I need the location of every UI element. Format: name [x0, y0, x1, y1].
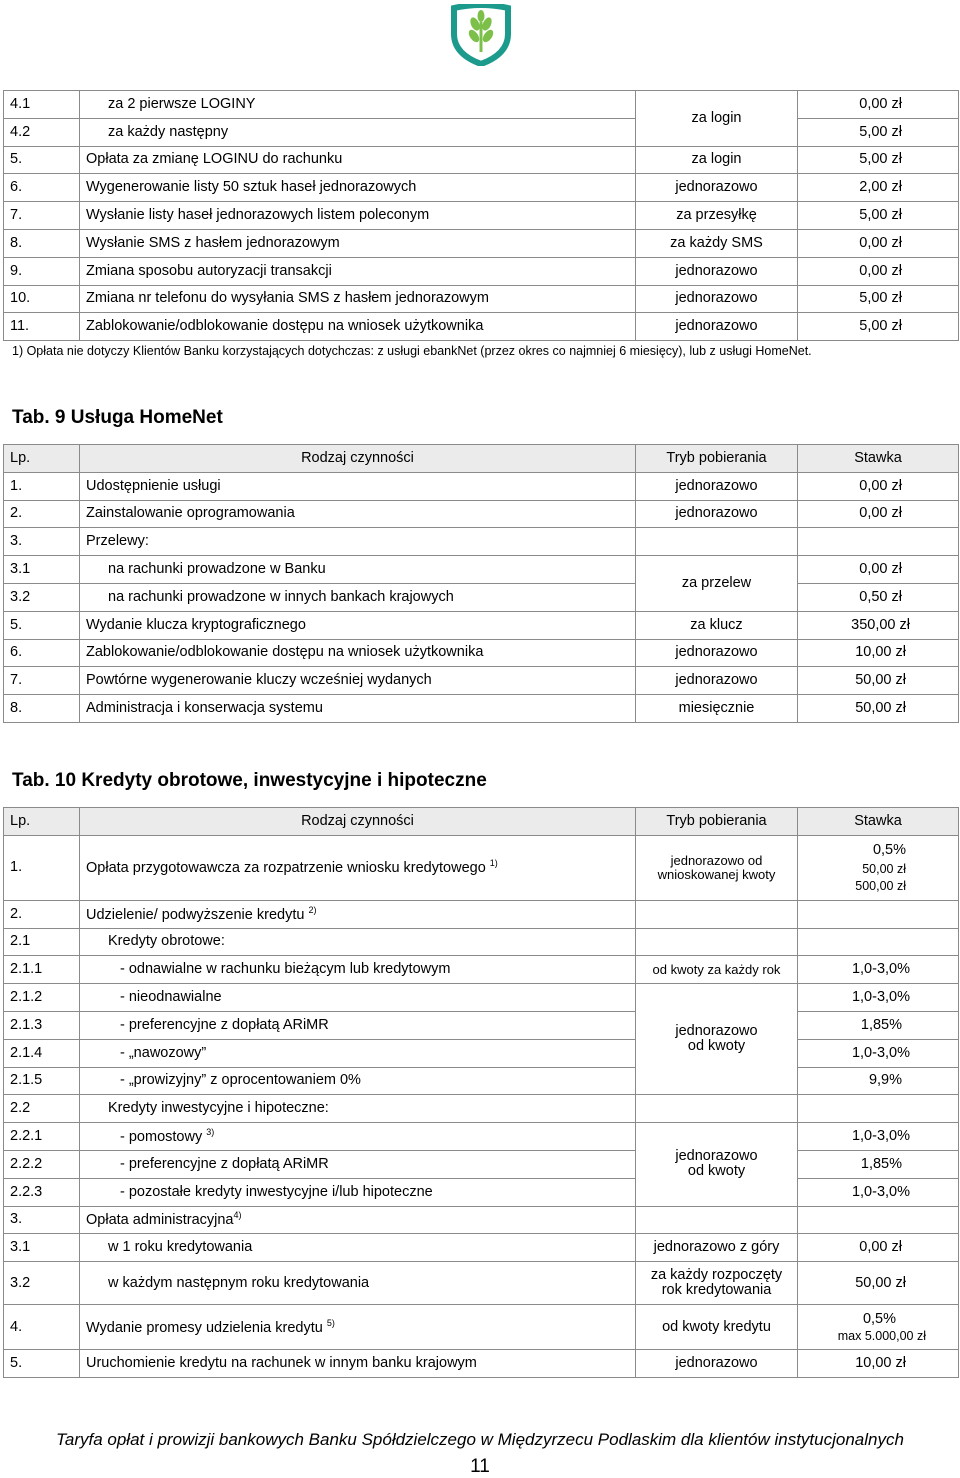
- row-number: 5.: [4, 611, 80, 639]
- table-row: [4, 202, 959, 230]
- row-number: 3.: [4, 1206, 80, 1234]
- table-title: Tab. 10 Kredyty obrotowe, inwestycyjne i hipoteczne: [12, 770, 487, 791]
- row-name: Wysłanie SMS z hasłem jednorazowym: [80, 229, 636, 257]
- row-mode-line: jednorazowo: [675, 1023, 758, 1040]
- row-mode-line: jednorazowo od: [670, 853, 763, 869]
- row-name-text: Wydanie promesy udzielenia kredytu: [86, 1319, 323, 1336]
- row-rate: 0,00 zł: [798, 500, 959, 528]
- row-rate: [798, 528, 959, 556]
- row-rate: 1,0-3,0%: [798, 1123, 959, 1151]
- row-mode: jednorazowo: [636, 1350, 798, 1378]
- table-row: [4, 313, 959, 341]
- row-name: - pozostałe kredyty inwestycyjne i/lub hipoteczne: [80, 1178, 636, 1206]
- table-row: [4, 900, 959, 928]
- table-row: [4, 1206, 959, 1234]
- row-name: Udostępnienie usługi: [80, 472, 636, 500]
- table-row: [4, 1011, 959, 1039]
- row-name: - odnawialne w rachunku bieżącym lub kredytowym: [80, 956, 636, 984]
- row-rate: 350,00 zł: [798, 611, 959, 639]
- footnote-ref: 5): [326, 1317, 335, 1328]
- row-name: za każdy następny: [80, 118, 636, 146]
- row-name: Wygenerowanie listy 50 sztuk haseł jednorazowych: [80, 174, 636, 202]
- row-mode-line: jednorazowo: [675, 1148, 758, 1165]
- table-title: Tab. 9 Usługa HomeNet: [12, 407, 223, 428]
- row-name: - preferencyjne z dopłatą ARiMR: [80, 1150, 636, 1178]
- row-name: na rachunki prowadzone w Banku: [80, 556, 636, 584]
- bank-leaf-shield-icon: [446, 4, 516, 66]
- row-number: 8.: [4, 229, 80, 257]
- table-row: [4, 1305, 959, 1350]
- row-number: 4.: [4, 1305, 80, 1350]
- table-row: [4, 956, 959, 984]
- row-number: 6.: [4, 174, 80, 202]
- row-mode: za każdy SMS: [636, 229, 798, 257]
- row-rate: [798, 1095, 959, 1123]
- rate-line: max 5.000,00 zł: [837, 1329, 926, 1344]
- row-mode: od kwoty kredytu: [636, 1305, 798, 1350]
- header-rate: Stawka: [798, 445, 959, 473]
- row-rate: 1,0-3,0%: [798, 1178, 959, 1206]
- row-number: 2.2: [4, 1095, 80, 1123]
- row-name: - „nawozowy”: [80, 1039, 636, 1067]
- row-mode: miesięcznie: [636, 695, 798, 723]
- row-rate: 5,00 zł: [798, 118, 959, 146]
- row-mode: za przesyłkę: [636, 202, 798, 230]
- row-name-text: Udzielenie/ podwyższenie kredytu: [86, 906, 305, 923]
- table-header-row: [4, 445, 959, 473]
- table-row: [4, 1350, 959, 1378]
- credit-fee-table: [3, 807, 959, 1378]
- rate-line: 500,00 zł: [855, 878, 906, 893]
- row-name: w 1 roku kredytowania: [80, 1234, 636, 1262]
- row-name: w każdym następnym roku kredytowania: [80, 1262, 636, 1305]
- row-number: 7.: [4, 667, 80, 695]
- table-row: [4, 528, 959, 556]
- table-row: [4, 146, 959, 174]
- table-row: [4, 257, 959, 285]
- row-mode: od kwoty za każdy rok: [636, 956, 798, 984]
- table-row: [4, 91, 959, 119]
- row-number: 9.: [4, 257, 80, 285]
- row-rate: 1,0-3,0%: [798, 1039, 959, 1067]
- footnote: 1) Opłata nie dotyczy Klientów Banku korzystających dotychczas: z usługi ebankNet (przez okres co najmniej 6 miesięcy), lub z usługi HomeNet.: [12, 344, 812, 358]
- rate-line: 0,5%: [872, 842, 906, 859]
- table-row: [4, 1262, 959, 1305]
- row-number: 2.1.4: [4, 1039, 80, 1067]
- header-name: Rodzaj czynności: [80, 808, 636, 836]
- row-name-text: Opłata przygotowawcza za rozpatrzenie wniosku kredytowego: [86, 860, 486, 877]
- row-rate: 50,00 zł: [798, 1262, 959, 1305]
- row-name: [80, 1305, 636, 1350]
- row-name: Przelewy:: [80, 528, 636, 556]
- row-rate: 10,00 zł: [798, 639, 959, 667]
- row-mode: jednorazowo: [636, 472, 798, 500]
- page-number: 11: [470, 1456, 490, 1477]
- row-number: 2.1.3: [4, 1011, 80, 1039]
- row-number: 2.2.3: [4, 1178, 80, 1206]
- row-name: [80, 900, 636, 928]
- header-lp: Lp.: [4, 808, 80, 836]
- row-mode: [636, 984, 798, 1095]
- table-row: [4, 1095, 959, 1123]
- table-row: [4, 1067, 959, 1095]
- row-name: Uruchomienie kredytu na rachunek w innym banku krajowym: [80, 1350, 636, 1378]
- row-mode: jednorazowo: [636, 174, 798, 202]
- table-row: [4, 583, 959, 611]
- row-name: Powtórne wygenerowanie kluczy wcześniej wydanych: [80, 667, 636, 695]
- row-number: 7.: [4, 202, 80, 230]
- row-rate: 1,85%: [798, 1150, 959, 1178]
- row-number: 8.: [4, 695, 80, 723]
- row-number: 3.2: [4, 1262, 80, 1305]
- table-row: [4, 174, 959, 202]
- table-row: [4, 500, 959, 528]
- row-rate: [798, 928, 959, 956]
- footnote-ref: 4): [233, 1210, 242, 1221]
- row-rate: 50,00 zł: [798, 695, 959, 723]
- row-rate: 5,00 zł: [798, 202, 959, 230]
- row-number: 4.1: [4, 91, 80, 119]
- table-row: [4, 1150, 959, 1178]
- table-row: [4, 285, 959, 313]
- row-rate: 2,00 zł: [798, 174, 959, 202]
- row-mode-line: od kwoty: [687, 1038, 746, 1055]
- row-number: 2.: [4, 500, 80, 528]
- table-row: [4, 1234, 959, 1262]
- row-rate: 5,00 zł: [798, 285, 959, 313]
- row-name: Kredyty inwestycyjne i hipoteczne:: [80, 1095, 636, 1123]
- row-number: 3.2: [4, 583, 80, 611]
- table-row: [4, 1123, 959, 1151]
- row-number: 1.: [4, 472, 80, 500]
- row-rate: 0,00 zł: [798, 472, 959, 500]
- row-number: 2.1.1: [4, 956, 80, 984]
- row-rate: 0,00 zł: [798, 229, 959, 257]
- table-row: [4, 928, 959, 956]
- row-rate: 0,00 zł: [798, 91, 959, 119]
- row-rate: 0,00 zł: [798, 257, 959, 285]
- header-mode: Tryb pobierania: [636, 445, 798, 473]
- row-name: Zainstalowanie oprogramowania: [80, 500, 636, 528]
- table-header-row: [4, 808, 959, 836]
- row-mode-line: wnioskowanej kwoty: [657, 866, 776, 882]
- row-mode-line: za każdy rozpoczęty: [650, 1266, 783, 1283]
- row-mode: jednorazowo z góry: [636, 1234, 798, 1262]
- row-mode-line: od kwoty: [687, 1163, 746, 1180]
- row-mode: za przelew: [636, 556, 798, 612]
- row-name: Zablokowanie/odblokowanie dostępu na wniosek użytkownika: [80, 639, 636, 667]
- row-name: - nieodnawialne: [80, 984, 636, 1012]
- row-number: 6.: [4, 639, 80, 667]
- row-number: 2.1: [4, 928, 80, 956]
- row-name: na rachunki prowadzone w innych bankach krajowych: [80, 583, 636, 611]
- row-name: Wysłanie listy haseł jednorazowych listem poleconym: [80, 202, 636, 230]
- row-number: 3.1: [4, 556, 80, 584]
- rate-line: 0,5%: [862, 1310, 896, 1327]
- table-row: [4, 556, 959, 584]
- table-row: [4, 1039, 959, 1067]
- row-number: 2.: [4, 900, 80, 928]
- table-row: [4, 472, 959, 500]
- row-name: Wydanie klucza kryptograficznego: [80, 611, 636, 639]
- row-name: Zmiana nr telefonu do wysyłania SMS z hasłem jednorazowym: [80, 285, 636, 313]
- footnote-ref: 2): [308, 904, 317, 915]
- row-rate: [798, 835, 959, 900]
- row-number: 3.1: [4, 1234, 80, 1262]
- row-rate: [798, 900, 959, 928]
- row-rate: 9,9%: [798, 1067, 959, 1095]
- row-rate: 5,00 zł: [798, 313, 959, 341]
- row-number: 2.2.1: [4, 1123, 80, 1151]
- header-mode: Tryb pobierania: [636, 808, 798, 836]
- row-rate: 1,0-3,0%: [798, 956, 959, 984]
- row-rate: 0,00 zł: [798, 1234, 959, 1262]
- page-footer: Taryfa opłat i prowizji bankowych Banku Spółdzielczego w Międzyrzecu Podlaskim dla klientów instytucjonalnych: [56, 1430, 904, 1449]
- row-number: 5.: [4, 1350, 80, 1378]
- row-number: 10.: [4, 285, 80, 313]
- row-rate: 50,00 zł: [798, 667, 959, 695]
- row-mode: jednorazowo: [636, 313, 798, 341]
- rate-line: 50,00 zł: [862, 861, 906, 876]
- table-row: [4, 639, 959, 667]
- row-number: 11.: [4, 313, 80, 341]
- row-name: Opłata za zmianę LOGINU do rachunku: [80, 146, 636, 174]
- footnote-ref: 1): [489, 858, 498, 869]
- row-mode: jednorazowo: [636, 257, 798, 285]
- homenet-fee-table: [3, 444, 959, 723]
- row-number: 1.: [4, 835, 80, 900]
- table-row: [4, 695, 959, 723]
- table-row: [4, 118, 959, 146]
- row-mode: [636, 1095, 798, 1123]
- login-fee-table: [3, 90, 959, 341]
- row-mode: jednorazowo: [636, 500, 798, 528]
- row-name: [80, 1206, 636, 1234]
- table-row: [4, 1178, 959, 1206]
- table-row: [4, 229, 959, 257]
- row-rate: 10,00 zł: [798, 1350, 959, 1378]
- row-number: 5.: [4, 146, 80, 174]
- header-lp: Lp.: [4, 445, 80, 473]
- table-row: [4, 835, 959, 900]
- row-rate: 0,00 zł: [798, 556, 959, 584]
- row-rate: 1,85%: [798, 1011, 959, 1039]
- row-name: Zablokowanie/odblokowanie dostępu na wniosek użytkownika: [80, 313, 636, 341]
- row-rate: 5,00 zł: [798, 146, 959, 174]
- row-name: Kredyty obrotowe:: [80, 928, 636, 956]
- table-row: [4, 611, 959, 639]
- row-mode: jednorazowo: [636, 285, 798, 313]
- row-number: 2.1.5: [4, 1067, 80, 1095]
- row-mode: za login: [636, 91, 798, 147]
- header-rate: Stawka: [798, 808, 959, 836]
- row-mode: za klucz: [636, 611, 798, 639]
- row-rate: 1,0-3,0%: [798, 984, 959, 1012]
- row-mode: [636, 528, 798, 556]
- row-mode: [636, 1262, 798, 1305]
- row-number: 2.1.2: [4, 984, 80, 1012]
- header-name: Rodzaj czynności: [80, 445, 636, 473]
- row-name-text: - pomostowy: [120, 1128, 203, 1145]
- row-mode: [636, 900, 798, 928]
- row-rate: 0,50 zł: [798, 583, 959, 611]
- table-row: [4, 667, 959, 695]
- row-mode: [636, 1206, 798, 1234]
- row-mode: za login: [636, 146, 798, 174]
- footnote-ref: 3): [206, 1126, 215, 1137]
- row-rate: [798, 1305, 959, 1350]
- row-name: - „prowizyjny” z oprocentowaniem 0%: [80, 1067, 636, 1095]
- row-mode: jednorazowo: [636, 667, 798, 695]
- row-mode: [636, 835, 798, 900]
- table-row: [4, 984, 959, 1012]
- row-name: Administracja i konserwacja systemu: [80, 695, 636, 723]
- row-name: [80, 835, 636, 900]
- row-number: 2.2.2: [4, 1150, 80, 1178]
- row-name: [80, 1123, 636, 1151]
- row-rate: [798, 1206, 959, 1234]
- row-mode: [636, 1123, 798, 1206]
- row-name: za 2 pierwsze LOGINY: [80, 91, 636, 119]
- row-name: - preferencyjne z dopłatą ARiMR: [80, 1011, 636, 1039]
- row-name: Zmiana sposobu autoryzacji transakcji: [80, 257, 636, 285]
- row-number: 4.2: [4, 118, 80, 146]
- row-mode: [636, 928, 798, 956]
- row-mode: jednorazowo: [636, 639, 798, 667]
- row-mode-line: rok kredytowania: [661, 1282, 772, 1299]
- row-number: 3.: [4, 528, 80, 556]
- row-name-text: Opłata administracyjna: [86, 1212, 234, 1229]
